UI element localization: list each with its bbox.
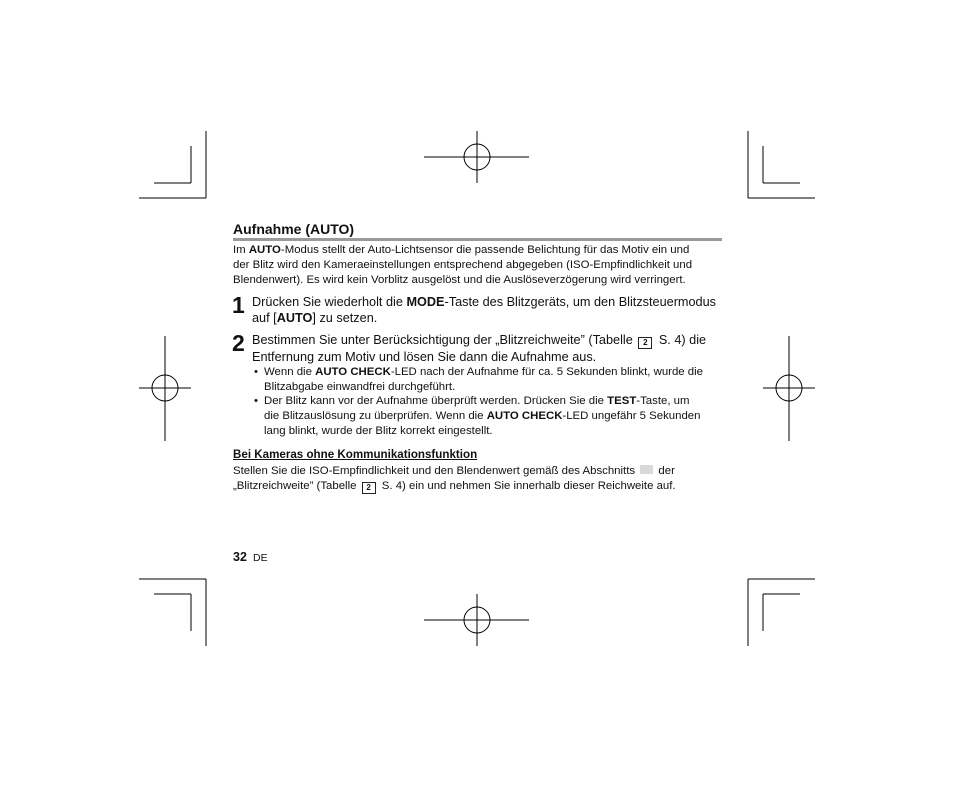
bullet-text: Wenn die — [264, 366, 316, 378]
step-1-line-1 — [252, 294, 716, 310]
mode-button-label: MODE — [406, 295, 445, 309]
bullet-text: -LED nach der Aufnahme für ca. 5 Sekunden blinkt, wurde die — [390, 366, 703, 378]
registration-mark-left — [139, 336, 191, 441]
step-text: Bestimmen Sie unter Berücksichtigung der „Blitzreichweite” (Tabelle — [252, 333, 637, 347]
intro-text: -Modus stellt der Auto-Lichtsensor die passende Belichtung für das Motiv ein und — [280, 244, 690, 256]
auto-check-label: AUTO CHECK — [486, 409, 563, 422]
step-2-line-2: Entfernung zum Motiv und lösen Sie dann die Aufnahme aus. — [252, 350, 597, 364]
step-text: Drücken Sie wiederholt die — [252, 295, 407, 309]
section-title: Aufnahme (AUTO) — [233, 221, 355, 237]
subsection-line-1 — [233, 464, 725, 479]
subsection-line-2 — [233, 479, 725, 494]
intro-line-2: der Blitz wird den Kameraeinstellungen entsprechend abgegeben (ISO-Empfindlichkeit und — [233, 258, 693, 271]
language-code: DE — [253, 552, 268, 564]
step-2-line-1 — [252, 332, 706, 349]
bullet-icon: • — [254, 366, 258, 378]
page-number: 32 — [233, 550, 247, 564]
subsection-text: der — [655, 465, 675, 477]
step-text: -Taste des Blitzgeräts, um den Blitzsteuermodus — [444, 295, 717, 309]
step-1-line-2 — [252, 310, 716, 326]
registration-mark-top — [424, 131, 529, 183]
bullet-1-line-2: Blitzabgabe einwandfrei durchgeführt. — [264, 380, 456, 393]
auto-mode-label: AUTO — [276, 311, 313, 325]
intro-line-1 — [233, 243, 725, 258]
step-text: ] zu setzen. — [312, 311, 378, 325]
subsection-paragraph — [233, 464, 725, 494]
bullet-item-1 — [254, 365, 703, 395]
step-1-text — [252, 294, 716, 326]
auto-mode-label: AUTO — [248, 244, 281, 256]
bullet-1-line-1 — [264, 365, 703, 380]
subsection-heading: Bei Kameras ohne Kommunikationsfunktion — [233, 448, 478, 461]
subsection-text: Stellen Sie die ISO-Empfindlichkeit und den Blendenwert gemäß des Abschnitts — [233, 465, 639, 477]
bullet-2-line-2 — [264, 409, 700, 424]
bullet-2-line-3: lang blinkt, wurde der Blitz korrekt eingestellt. — [264, 424, 493, 437]
step-text: S. 4) die — [655, 333, 707, 347]
bullet-text: Der Blitz kann vor der Aufnahme überprüft werden. Drücken Sie die — [264, 395, 608, 407]
subsection-text: S. 4) ein und nehmen Sie innerhalb dieser Reichweite auf. — [378, 479, 676, 492]
bullet-2-line-1 — [264, 394, 700, 409]
bullet-text: -LED ungefähr 5 Sekunden — [562, 409, 701, 422]
intro-line-3: Blendenwert). Es wird kein Vorblitz ausgelöst und die Auslöseverzögerung wird verringert. — [233, 273, 686, 286]
bullet-icon: • — [254, 395, 258, 407]
step-text: auf [ — [252, 311, 277, 325]
table-reference-icon: 2 — [638, 337, 652, 349]
intro-paragraph — [233, 243, 725, 287]
intro-text: Im — [233, 244, 249, 256]
bullet-text: -Taste, um — [636, 395, 690, 407]
step-2-text — [252, 332, 706, 365]
step-1-number: 1 — [232, 292, 245, 318]
auto-check-label: AUTO CHECK — [315, 366, 391, 378]
section-title-rule — [233, 238, 722, 241]
chapter-reference-icon — [640, 465, 653, 474]
test-button-label: TEST — [607, 395, 637, 407]
registration-mark-right — [763, 336, 815, 441]
table-reference-icon: 2 — [362, 482, 376, 494]
bullet-text: die Blitzauslösung zu überprüfen. Wenn die — [264, 409, 487, 422]
subsection-text: „Blitzreichweite” (Tabelle — [233, 479, 360, 492]
step-2-number: 2 — [232, 330, 245, 356]
bullet-item-2 — [254, 394, 701, 438]
registration-mark-bottom — [424, 594, 529, 646]
